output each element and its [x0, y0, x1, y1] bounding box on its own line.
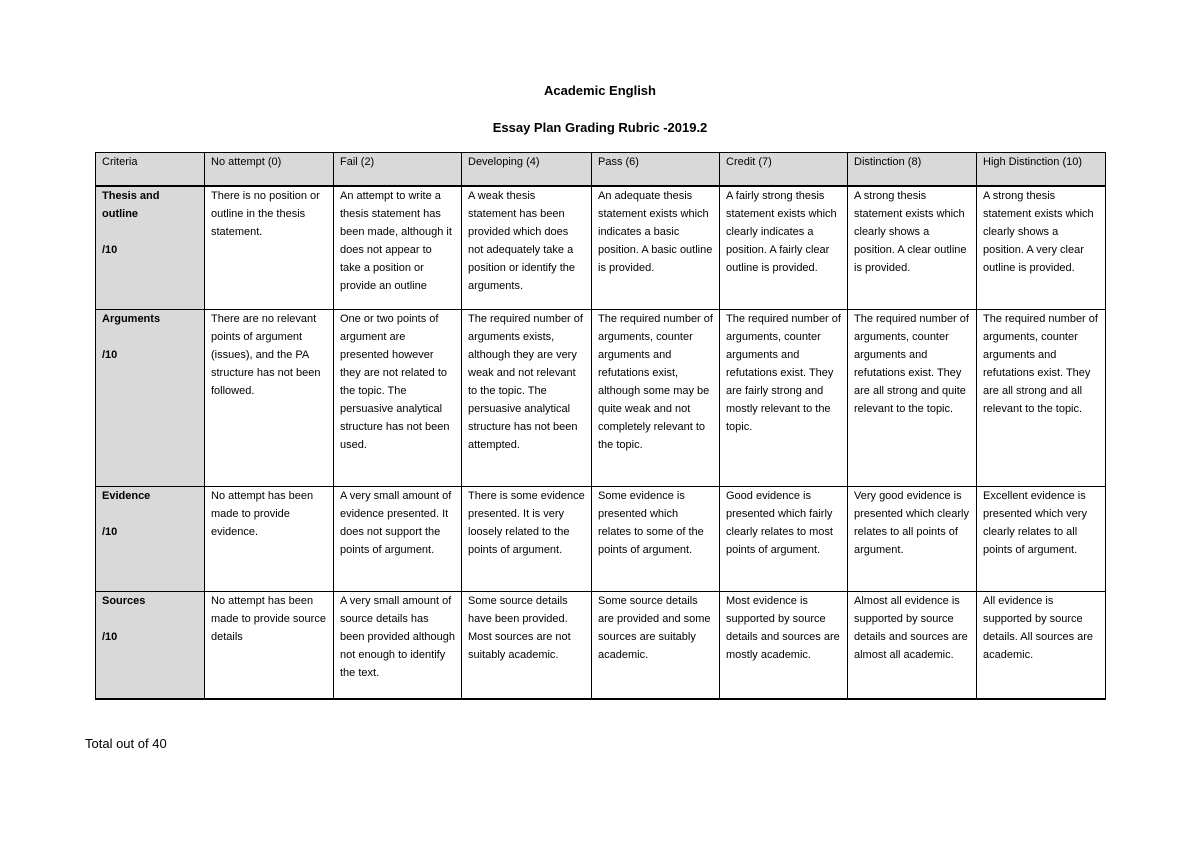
- rubric-cell: The required number of arguments, counter arguments and refutations exist. They are all strong and all relevant to the topic.: [977, 310, 1106, 487]
- rubric-cell: Excellent evidence is presented which very clearly relates to all points of argument.: [977, 487, 1106, 592]
- header-row: [96, 153, 1106, 187]
- criterion-score: /10: [102, 349, 118, 361]
- criterion-cell: [96, 186, 205, 310]
- rubric-cell: An adequate thesis statement exists which indicates a basic position. A basic outline is provided.: [592, 186, 720, 310]
- rubric-cell: There is no position or outline in the thesis statement.: [205, 186, 334, 310]
- header-fail: Fail (2): [334, 153, 462, 187]
- rubric-cell: A weak thesis statement has been provided which does not adequately take a position or identify the arguments.: [462, 186, 592, 310]
- rubric-cell: The required number of arguments, counter arguments and refutations exist. They are fairly strong and mostly relevant to the topic.: [720, 310, 848, 487]
- rubric-cell: Some source details have been provided. Most sources are not suitably academic.: [462, 592, 592, 700]
- header-high-distinction: High Distinction (10): [977, 153, 1106, 187]
- rubric-cell: A fairly strong thesis statement exists which clearly indicates a position. A fairly clear outline is provided.: [720, 186, 848, 310]
- table-row: [96, 310, 1106, 487]
- criterion-score: /10: [102, 631, 118, 643]
- rubric-cell: Most evidence is supported by source details and sources are mostly academic.: [720, 592, 848, 700]
- criterion-score: /10: [102, 244, 118, 256]
- rubric-cell: No attempt has been made to provide source details: [205, 592, 334, 700]
- rubric-cell: Some evidence is presented which relates to some of the points of argument.: [592, 487, 720, 592]
- header-criteria: Criteria: [96, 153, 205, 187]
- rubric-cell: Good evidence is presented which fairly clearly relates to most points of argument.: [720, 487, 848, 592]
- rubric-cell: A very small amount of evidence presented. It does not support the points of argument.: [334, 487, 462, 592]
- header-developing: Developing (4): [462, 153, 592, 187]
- rubric-table: [95, 152, 1106, 700]
- criterion-cell: [96, 592, 205, 700]
- table-row: [96, 487, 1106, 592]
- rubric-cell: A strong thesis statement exists which clearly shows a position. A very clear outline is provided.: [977, 186, 1106, 310]
- rubric-cell: All evidence is supported by source details. All sources are academic.: [977, 592, 1106, 700]
- rubric-cell: There are no relevant points of argument (issues), and the PA structure has not been followed.: [205, 310, 334, 487]
- header-distinction: Distinction (8): [848, 153, 977, 187]
- rubric-cell: A very small amount of source details has been provided although not enough to identify the text.: [334, 592, 462, 700]
- rubric-cell: Very good evidence is presented which clearly relates to all points of argument.: [848, 487, 977, 592]
- criterion-label: Sources: [102, 595, 146, 607]
- rubric-cell: The required number of arguments exists, although they are very weak and not relevant to the topic. The persuasive analytical structure has not been attempted.: [462, 310, 592, 487]
- rubric-cell: The required number of arguments, counter arguments and refutations exist. They are all strong and quite relevant to the topic.: [848, 310, 977, 487]
- table-row: [96, 186, 1106, 310]
- rubric-cell: An attempt to write a thesis statement has been made, although it does not appear to take a position or provide an outline: [334, 186, 462, 310]
- criterion-cell: [96, 310, 205, 487]
- criterion-label: Arguments: [102, 313, 161, 325]
- document-subtitle: Essay Plan Grading Rubric -2019.2: [492, 120, 708, 135]
- rubric-cell: Almost all evidence is supported by source details and sources are almost all academic.: [848, 592, 977, 700]
- criterion-label: Thesis and outline: [102, 190, 160, 220]
- criterion-label: Evidence: [102, 490, 151, 502]
- table-row: [96, 592, 1106, 700]
- total-score-text: Total out of 40: [85, 736, 167, 751]
- rubric-cell: No attempt has been made to provide evidence.: [205, 487, 334, 592]
- rubric-cell: One or two points of argument are presented however they are not related to the topic. The persuasive analytical structure has not been used.: [334, 310, 462, 487]
- header-pass: Pass (6): [592, 153, 720, 187]
- header-no-attempt: No attempt (0): [205, 153, 334, 187]
- rubric-cell: There is some evidence presented. It is very loosely related to the points of argument.: [462, 487, 592, 592]
- rubric-cell: A strong thesis statement exists which clearly shows a position. A clear outline is provided.: [848, 186, 977, 310]
- rubric-cell: Some source details are provided and some sources are suitably academic.: [592, 592, 720, 700]
- document-title: Academic English: [544, 83, 656, 98]
- rubric-cell: The required number of arguments, counter arguments and refutations exist, although some may be quite weak and not completely relevant to the topic.: [592, 310, 720, 487]
- criterion-score: /10: [102, 526, 118, 538]
- criterion-cell: [96, 487, 205, 592]
- header-credit: Credit (7): [720, 153, 848, 187]
